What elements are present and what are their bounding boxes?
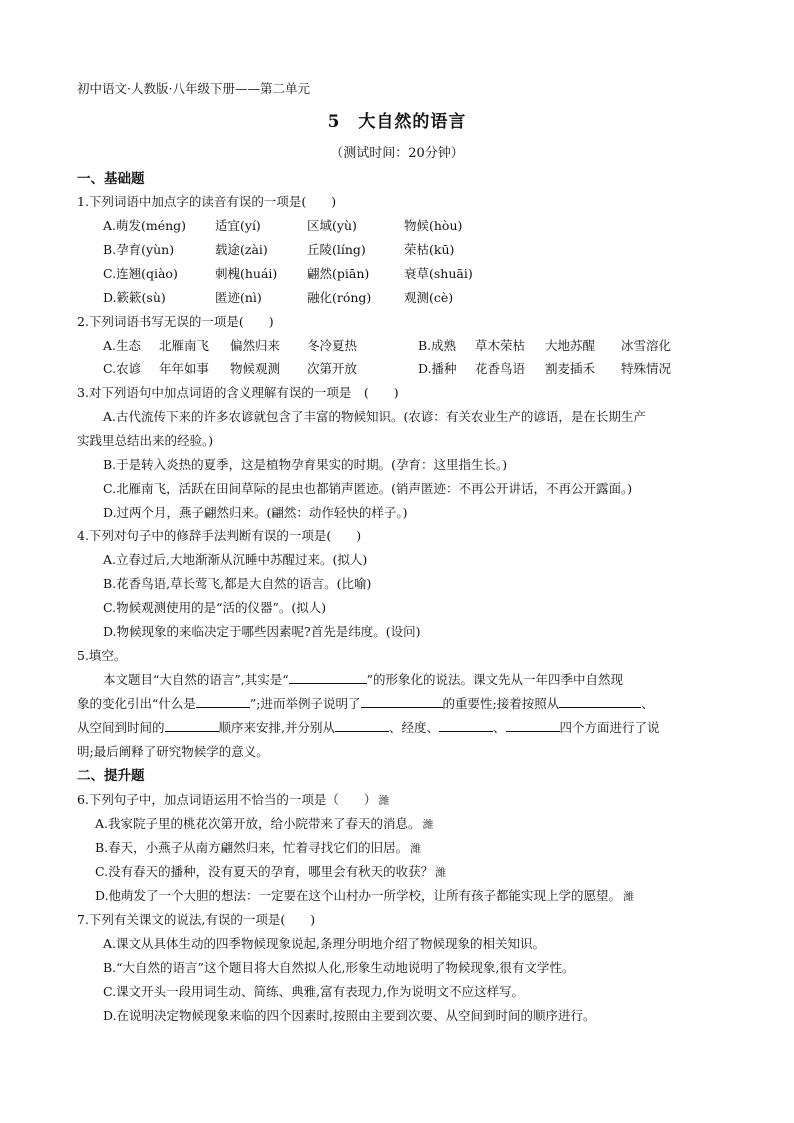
- question-3-option-d: D.过两个月，燕子翩然归来。(翩然：动作轻快的样子。): [103, 505, 408, 520]
- question-7-option-d: D.在说明决定物候现象来临的四个因素时,按照由主要到次要、从空间到时间的顺序进行。: [103, 1008, 596, 1023]
- question-6-option-b: [95, 839, 421, 858]
- fill-text: 、: [493, 720, 506, 735]
- option-cell: A.生态: [103, 338, 142, 353]
- section-basic-heading: 一、基础题: [77, 171, 145, 187]
- question-1-row-d: [0, 289, 794, 307]
- option-cell: 大地苏醒: [545, 338, 596, 353]
- question-5-line-4: 明;最后阐释了研究物候学的意义。: [77, 744, 269, 759]
- option-cell: 冰雪溶化: [621, 338, 672, 353]
- option-cell: 冬冷夏热: [307, 338, 358, 353]
- question-5-line-1: [103, 671, 623, 689]
- fill-text: 本文题目“大自然的语言”,其实是“: [103, 672, 289, 687]
- fill-text: 四个方面进行了说: [559, 720, 660, 735]
- fill-text: 、: [641, 696, 654, 711]
- option-text: C.没有春天的播种，没有夏天的孕育，哪里会有秋天的收获？: [95, 864, 434, 879]
- question-1-row-c: [0, 265, 794, 283]
- fill-blank[interactable]: [506, 719, 560, 732]
- fill-blank[interactable]: [559, 695, 641, 708]
- fill-blank[interactable]: [439, 719, 493, 732]
- question-3-option-c: C.北雁南飞，活跃在田间草际的昆虫也都销声匿迹。(销声匿迹：不再公开讲话，不再公开露面。): [103, 481, 633, 496]
- option-cell: 刺槐(huái): [215, 266, 278, 281]
- option-cell: 匿迹(nì): [215, 290, 262, 305]
- fill-text: 从空间到时间的: [77, 720, 165, 735]
- option-cell: 次第开放: [307, 361, 358, 376]
- option-cell: 适宜(yí): [215, 218, 261, 233]
- fill-text: 的重要性;接着按照从: [442, 696, 560, 711]
- fill-blank[interactable]: [289, 671, 367, 684]
- question-5-stem: 5.填空。: [77, 648, 127, 663]
- option-cell: 草木荣枯: [475, 338, 526, 353]
- question-6-stem: [77, 791, 389, 810]
- question-4-option-a: A.立春过后,大地渐渐从沉睡中苏醒过来。(拟人): [103, 552, 368, 567]
- option-text: B.春天，小燕子从南方翩然归来，忙着寻找它们的旧居。: [95, 840, 409, 855]
- question-2-row-ab: [0, 337, 794, 355]
- question-4-option-b: B.花香鸟语,草长莺飞,都是大自然的语言。(比喻): [103, 576, 372, 591]
- artifact-mark: 濰: [435, 866, 447, 879]
- question-3-option-b: B.于是转入炎热的夏季，这是植物孕育果实的时期。(孕育：这里指生长。): [103, 457, 508, 472]
- question-3-option-a: A.古代流传下来的许多农谚就包含了丰富的物候知识。(农谚：有关农业生产的谚语，是在长期生产: [103, 409, 646, 424]
- stem-text: 6.下列句子中，加点词语运用不恰当的一项是（ ）: [77, 792, 377, 807]
- fill-blank[interactable]: [335, 719, 389, 732]
- question-3-stem: 3.对下列语句中加点词语的含义理解有误的一项是 ( ): [77, 385, 399, 400]
- question-7-option-b: B.“大自然的语言”这个题目将大自然拟人化,形象生动地说明了物候现象,很有文学性。: [103, 960, 575, 975]
- option-cell: 花香鸟语: [475, 361, 526, 376]
- option-cell: 丘陵(líng): [307, 242, 366, 257]
- option-text: A.我家院子里的桃花次第开放，给小院带来了春天的消息。: [95, 816, 421, 831]
- artifact-mark: 濰: [422, 818, 434, 831]
- question-7-option-c: C.课文开头一段用词生动、简练、典雅,富有表现力,作为说明文不应这样写。: [103, 984, 525, 999]
- question-1-row-a: [0, 217, 794, 235]
- question-4-stem: 4.下列对句子中的修辞手法判断有误的一项是( ): [77, 528, 362, 543]
- option-cell: 北雁南飞: [159, 338, 210, 353]
- option-cell: 观测(cè): [404, 290, 454, 305]
- option-cell: D.播种: [418, 361, 457, 376]
- lesson-title: 5 大自然的语言: [327, 112, 467, 132]
- artifact-mark: 濰: [378, 794, 390, 807]
- option-cell: A.萌发(méng): [103, 218, 187, 233]
- option-cell: B.成熟: [418, 338, 457, 353]
- question-7-option-a: A.课文从具体生动的四季物候现象说起,条理分明地介绍了物候现象的相关知识。: [103, 936, 545, 951]
- question-5-line-2: [77, 695, 654, 713]
- option-cell: 载途(zài): [215, 242, 268, 257]
- artifact-mark: 濰: [410, 842, 422, 855]
- question-6-option-c: [95, 863, 446, 882]
- question-1-row-b: [0, 241, 794, 259]
- option-cell: 偏然归来: [230, 338, 281, 353]
- question-1-stem: 1.下列词语中加点字的读音有误的一项是( ): [77, 194, 337, 209]
- option-cell: 物候(hòu): [404, 218, 463, 233]
- fill-blank[interactable]: [361, 695, 443, 708]
- series-header: 初中语文·人教版·八年级下册——第二单元: [77, 81, 310, 96]
- question-3-option-a-cont: 实践里总结出来的经验。): [77, 433, 214, 448]
- option-cell: 特殊情况: [621, 361, 672, 376]
- question-2-row-cd: [0, 360, 794, 378]
- question-6-option-d: [95, 887, 634, 906]
- option-text: D.他萌发了一个大胆的想法：一定要在这个山村办一所学校，让所有孩子都能实现上学的愿望。: [95, 888, 622, 903]
- option-cell: D.簌簌(sù): [103, 290, 166, 305]
- question-6-option-a: [95, 815, 434, 834]
- fill-text: ”的形象化的说法。课文先从一年四季中自然现: [366, 672, 624, 687]
- option-cell: C.连翘(qiào): [103, 266, 178, 281]
- question-7-stem: 7.下列有关课文的说法,有误的一项是( ): [77, 912, 316, 927]
- question-4-option-c: C.物候观测使用的是“活的仪器”。(拟人): [103, 600, 327, 615]
- question-5-line-3: [77, 719, 660, 737]
- option-cell: C.农谚: [103, 361, 142, 376]
- question-4-option-d: D.物候现象的来临决定于哪些因素呢?首先是纬度。(设问): [103, 624, 421, 639]
- fill-text: 、经度、: [389, 720, 440, 735]
- option-cell: 荣枯(kū): [404, 242, 455, 257]
- option-cell: 衰草(shuāi): [404, 266, 473, 281]
- option-cell: 割麦插禾: [545, 361, 596, 376]
- option-cell: 物候观测: [230, 361, 281, 376]
- fill-text: 顺序来安排,并分别从: [218, 720, 335, 735]
- question-2-stem: 2.下列词语书写无误的一项是( ): [77, 314, 274, 329]
- fill-blank[interactable]: [165, 719, 219, 732]
- option-cell: 区域(yù): [307, 218, 357, 233]
- option-cell: 年年如事: [159, 361, 210, 376]
- section-advanced-heading: 二、提升题: [77, 768, 145, 784]
- option-cell: 融化(róng): [307, 290, 372, 305]
- fill-text: 象的变化引出“什么是: [77, 696, 196, 711]
- option-cell: B.孕育(yùn): [103, 242, 175, 257]
- fill-blank[interactable]: [196, 695, 250, 708]
- fill-text: ”;进而举例子说明了: [249, 696, 361, 711]
- artifact-mark: 濰: [623, 890, 635, 903]
- test-time: （测试时间：20分钟）: [330, 146, 464, 161]
- option-cell: 翩然(piān): [307, 266, 370, 281]
